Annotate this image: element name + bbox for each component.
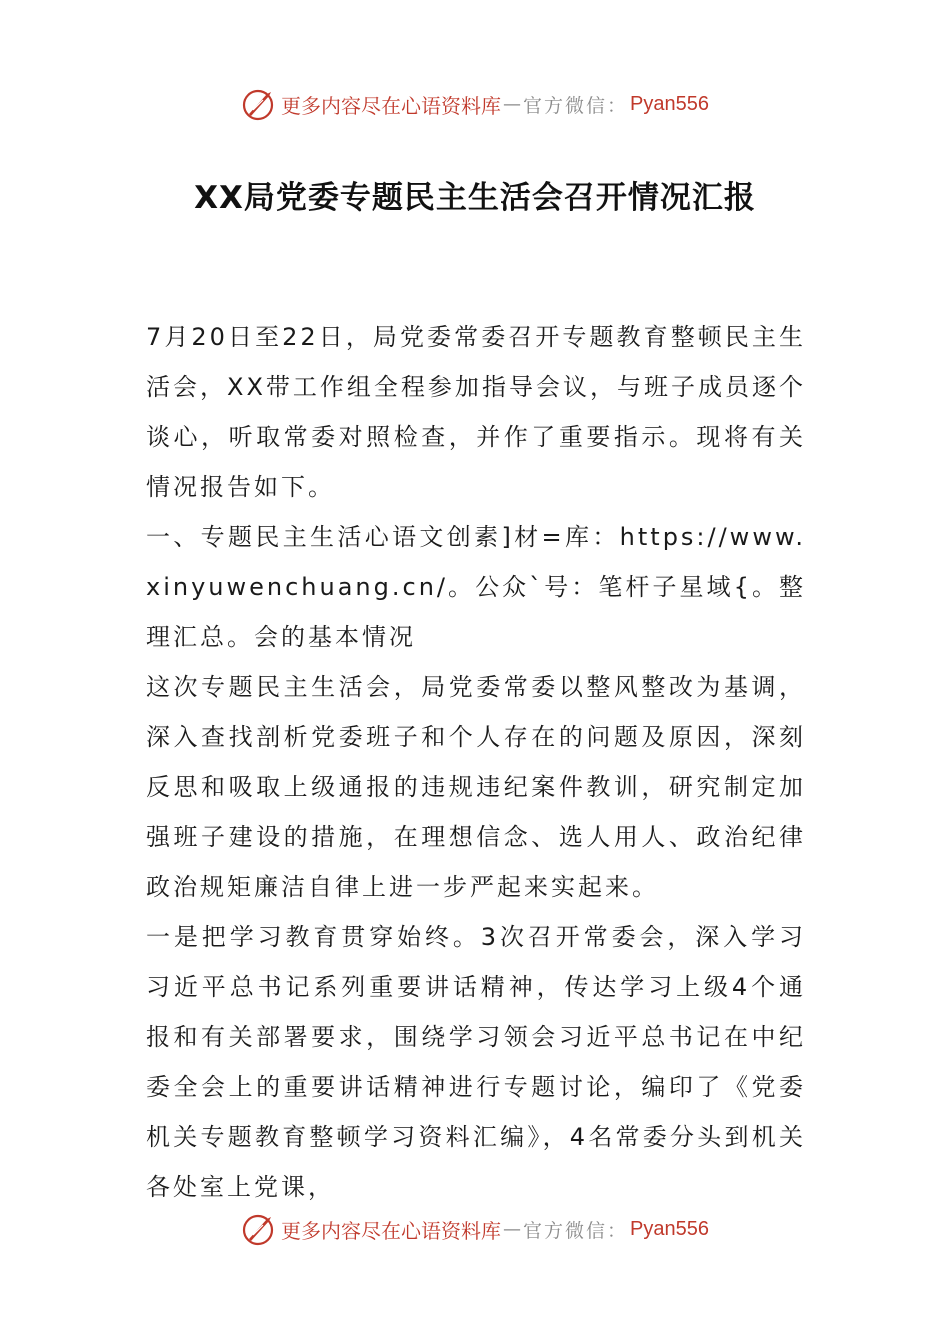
paragraph-overview: 这次专题民主生活会，局党委常委以整风整改为基调，深入查找剖析党委班子和个人存在的问题及原因，深刻反思和吸取上级通报的违规违纪案件教训，研究制定加强班子建设的措施，在理想信念、选人用人、政治纪律政治规矩廉洁自律上进一步严起来实起来。	[146, 673, 806, 901]
section-heading-1: 一、专题民主生活心语文创素]材=库：https://www.xinyuwenchuang.cn/。公众`号：笔杆子星域{。整理汇总。会的基本情况	[146, 523, 806, 651]
paragraph-study: 一是把学习教育贯穿始终。3次召开常委会，深入学习习近平总书记系列重要讲话精神，传达学习上级4个通报和有关部署要求，围绕学习领会习近平总书记在中纪委全会上的重要讲话精神进行专题讨论，编印了《党委机关专题教育整顿学习资料汇编》，4名常委分头到机关各处室上党课，	[146, 923, 806, 1201]
banner-separator: —	[503, 1218, 521, 1240]
banner-official: 官方微信：	[523, 1219, 629, 1242]
banner-brand: 更多内容尽在心语资料库	[281, 1218, 501, 1243]
banner-wechat-id: Pyan556	[630, 1217, 709, 1240]
document-body	[146, 312, 806, 1212]
quill-pen-logo-icon	[241, 1211, 277, 1247]
paragraph-intro: 7月20日至22日，局党委常委召开专题教育整顿民主生活会，XX带工作组全程参加指导会议，与班子成员逐个谈心，听取常委对照检查，并作了重要指示。现将有关情况报告如下。	[146, 323, 806, 501]
banner-wechat-id: Pyan556	[630, 92, 709, 115]
banner-official: 官方微信：	[523, 94, 629, 117]
header-banner	[0, 82, 950, 126]
footer-banner	[0, 1207, 950, 1251]
document-title: XX局党委专题民主生活会召开情况汇报	[194, 180, 756, 216]
banner-separator: —	[503, 93, 521, 115]
banner-brand: 更多内容尽在心语资料库	[281, 93, 501, 118]
quill-pen-logo-icon	[241, 86, 277, 122]
